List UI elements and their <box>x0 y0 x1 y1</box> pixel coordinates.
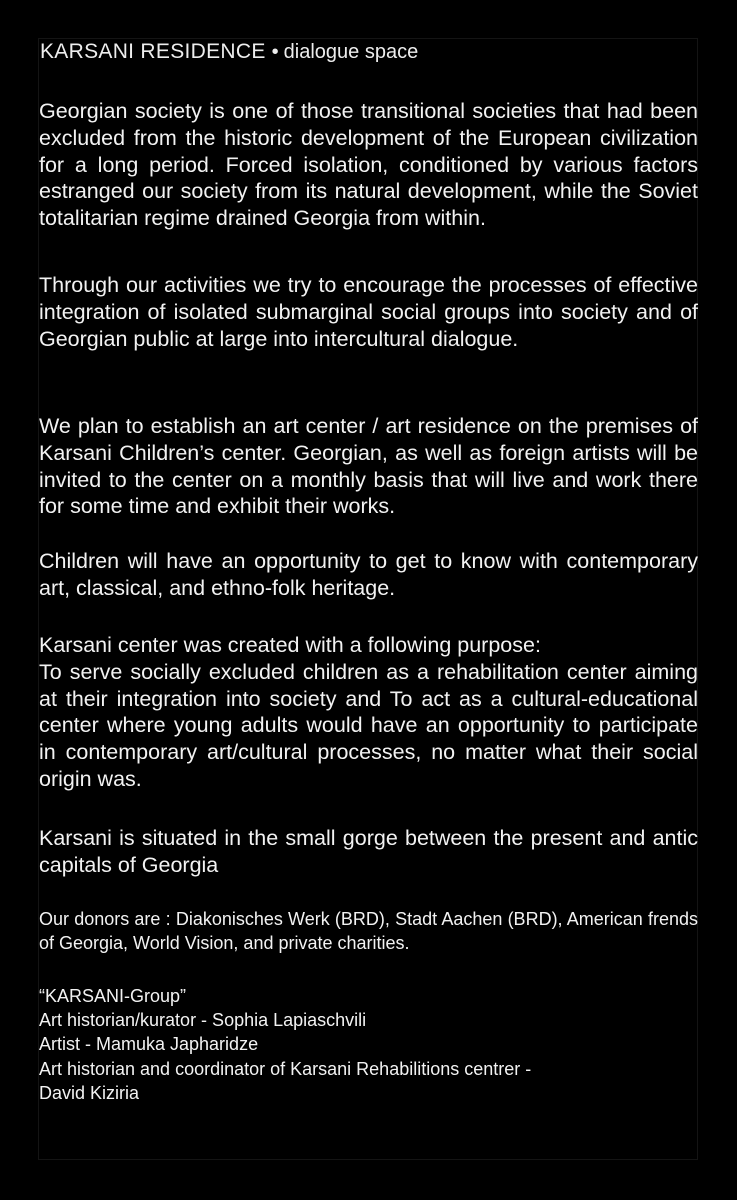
credits-block <box>39 984 531 1105</box>
paragraph-art-center-plan: We plan to establish an art center / art residence on the premises of Karsani Children’s center. Georgian, as well as foreign artists will be invited to the center on a monthly basis that will live and work there for some time and exhibit their works. <box>39 414 698 519</box>
credits-coordinator-name: David Kiziria <box>39 1082 140 1103</box>
credits-curator: Art historian/kurator - Sophia Lapiaschvili <box>39 1010 367 1031</box>
purpose-intro: Karsani center was created with a following purpose: <box>39 633 541 657</box>
paragraph-children-opportunity: Children will have an opportunity to get to know with contemporary art, classical, and ethno-folk heritage. <box>39 549 698 600</box>
paragraph-activities: Through our activities we try to encourage the processes of effective integration of isolated submarginal social groups into society and of Georgian public at large into intercultural dialogue. <box>39 273 698 351</box>
header-tagline: dialogue space <box>283 41 419 63</box>
credits-artist: Artist - Mamuka Japharidze <box>39 1034 259 1055</box>
paragraph-donors: Our donors are : Diakonisches Werk (BRD), Stadt Aachen (BRD), American frends of Georgia, World Vision, and private charities. <box>39 909 698 953</box>
purpose-body: To serve socially excluded children as a rehabilitation center aiming at their integration into society and To act as a cultural-educational center where young adults would have an opportunity to participate in contemporary art/cultural processes, no matter what their social origin was. <box>39 659 698 791</box>
paragraph-location: Karsani is situated in the small gorge between the present and antic capitals of Georgia <box>39 826 698 877</box>
credits-group-name: “KARSANI-Group” <box>39 986 187 1006</box>
brand-title: KARSANI RESIDENCE <box>40 40 266 63</box>
header-separator: • <box>271 41 279 63</box>
paragraph-purpose <box>39 632 698 793</box>
credits-coordinator-role: Art historian and coordinator of Karsani Rehabilitions centrer - <box>39 1058 532 1079</box>
paragraph-history: Georgian society is one of those transitional societies that had been excluded from the historic development of the European civilization for a long period. Forced isolation, conditioned by various factors estranged our society from its natural development, while the Soviet totalitarian regime drained Georgia from within. <box>39 99 698 231</box>
page-header <box>40 38 418 68</box>
